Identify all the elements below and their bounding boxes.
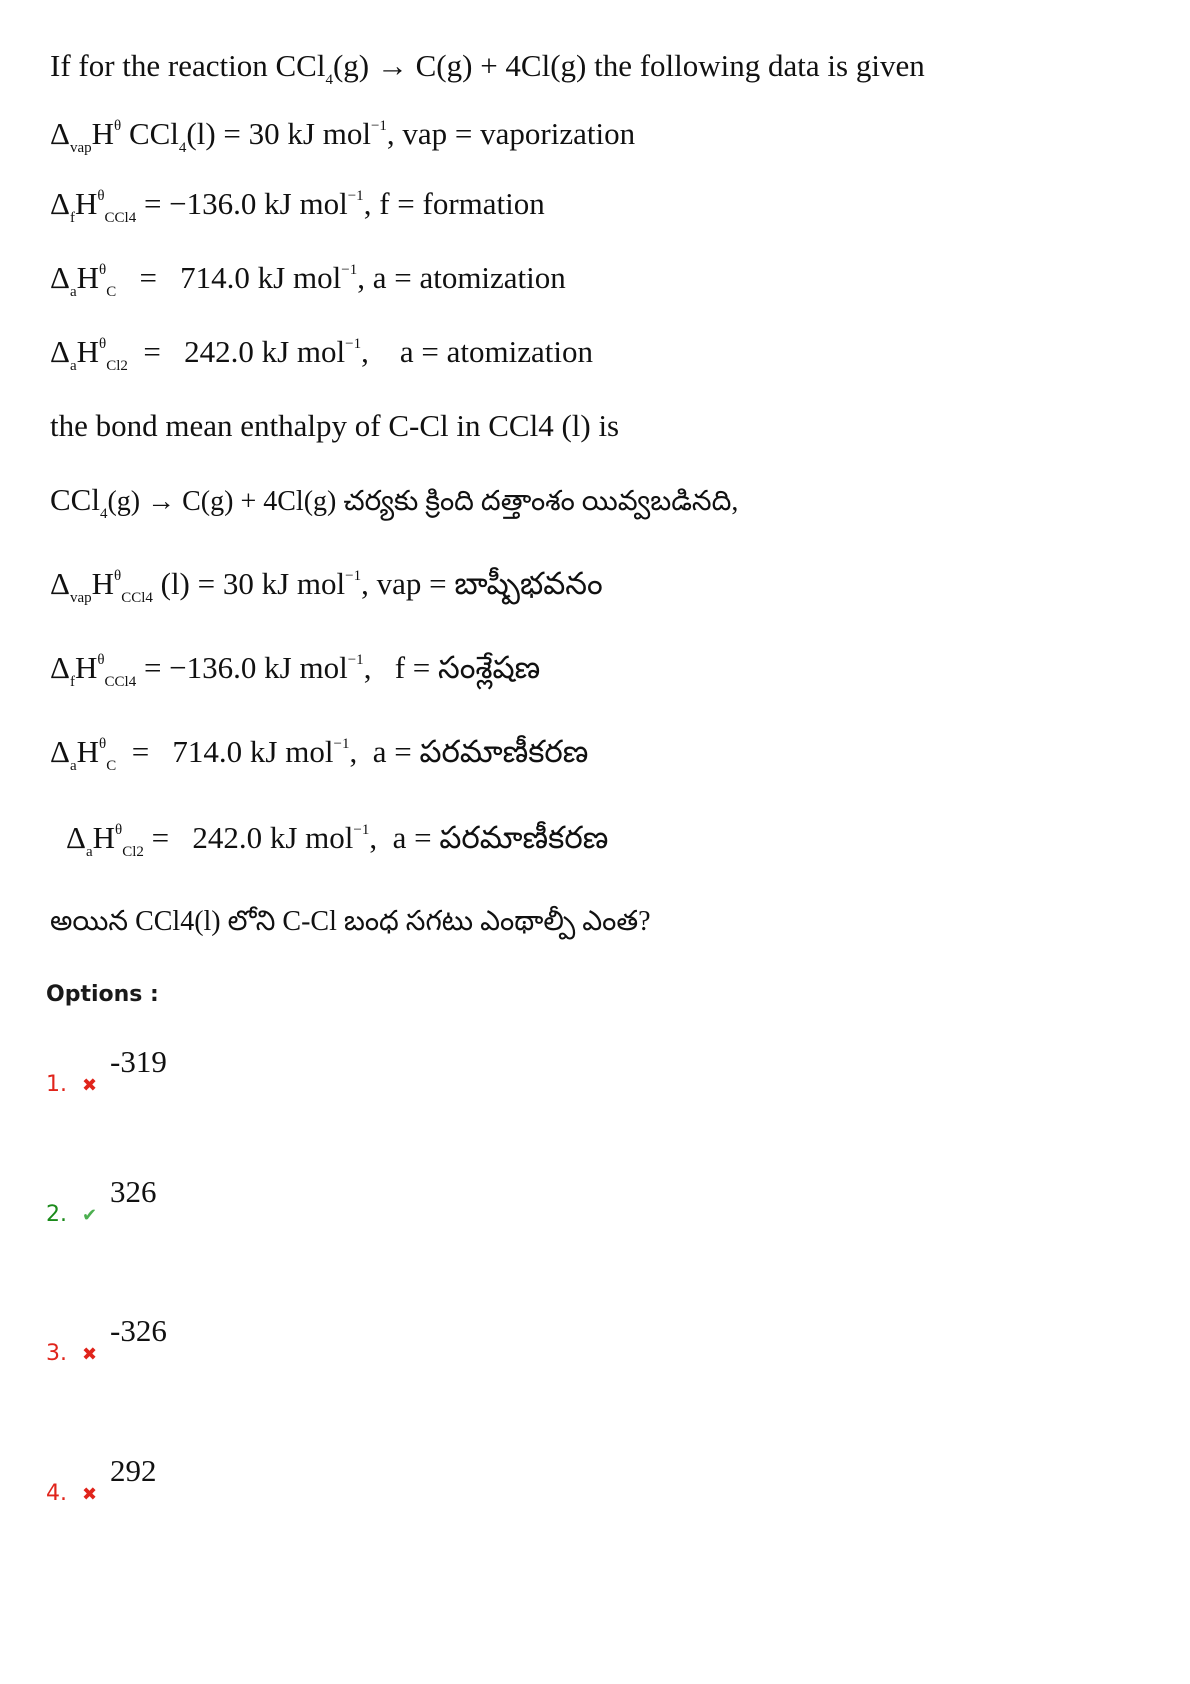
option-number: 1.	[46, 1072, 67, 1097]
options-label: Options :	[46, 982, 159, 1007]
question-telugu-atomization-c: $\Delta_aH^\theta_C = 714.0$ kJ mol$^{-1}$, a = పరమాణీకరణ	[50, 734, 589, 774]
option-value: -326	[110, 1313, 167, 1348]
option-4[interactable]	[46, 1453, 157, 1506]
question-telugu-reaction: CCl$_4$(g) → C(g) + 4Cl(g) చర్యకు క్రింది దత్తాంశం యివ్వబడినది,	[50, 482, 739, 522]
option-number: 2.	[46, 1202, 67, 1227]
option-value: 326	[110, 1174, 157, 1209]
option-2[interactable]	[46, 1174, 157, 1227]
option-1[interactable]	[46, 1044, 167, 1097]
question-line-atomization-c: $\Delta_aH^\theta_C = 714.0$ kJ mol$^{-1}$, a = atomization	[50, 260, 566, 300]
option-3[interactable]	[46, 1313, 167, 1366]
option-number: 3.	[46, 1341, 67, 1366]
wrong-icon: ✖	[82, 1344, 98, 1365]
option-value: 292	[110, 1453, 157, 1488]
question-line-ask: the bond mean enthalpy of C-Cl in CCl4 (l) is	[50, 408, 620, 443]
question-line-vap: $\Delta_{vap}H^\theta$ CCl$_4$(l) = 30 kJ mol$^{-1}$, vap = vaporization	[50, 116, 636, 156]
question-telugu-atomization-cl2: $\Delta_aH^\theta_{Cl2} = 242.0$ kJ mol$^{-1}$, a = పరమాణీకరణ	[66, 820, 609, 860]
question-line-formation: $\Delta_fH^\theta_{CCl4} = -136.0$ kJ mol$^{-1}$, f = formation	[50, 186, 545, 226]
question-telugu-formation: $\Delta_fH^\theta_{CCl4} = -136.0$ kJ mol$^{-1}$, f = సంశ్లేషణ	[50, 650, 541, 690]
question-line-atomization-cl2: $\Delta_aH^\theta_{Cl2} = 242.0$ kJ mol$^{-1}$, a = atomization	[50, 334, 593, 374]
question-telugu-ask: అయిన CCl4(l) లోని C-Cl బంధ సగటు ఎంథాల్పీ ఎంత?	[50, 906, 651, 937]
check-icon: ✔	[82, 1205, 98, 1226]
question-line-reaction: If for the reaction CCl$_4$(g) → C(g) + 4Cl(g) the following data is given	[50, 48, 925, 88]
wrong-icon: ✖	[82, 1484, 98, 1505]
option-number: 4.	[46, 1481, 67, 1506]
option-value: -319	[110, 1044, 167, 1079]
question-telugu-vap: $\Delta_{vap}H^\theta_{CCl4}$ (l) = 30 kJ mol$^{-1}$, vap = బాష్పీభవనం	[50, 566, 603, 606]
wrong-icon: ✖	[82, 1075, 98, 1096]
